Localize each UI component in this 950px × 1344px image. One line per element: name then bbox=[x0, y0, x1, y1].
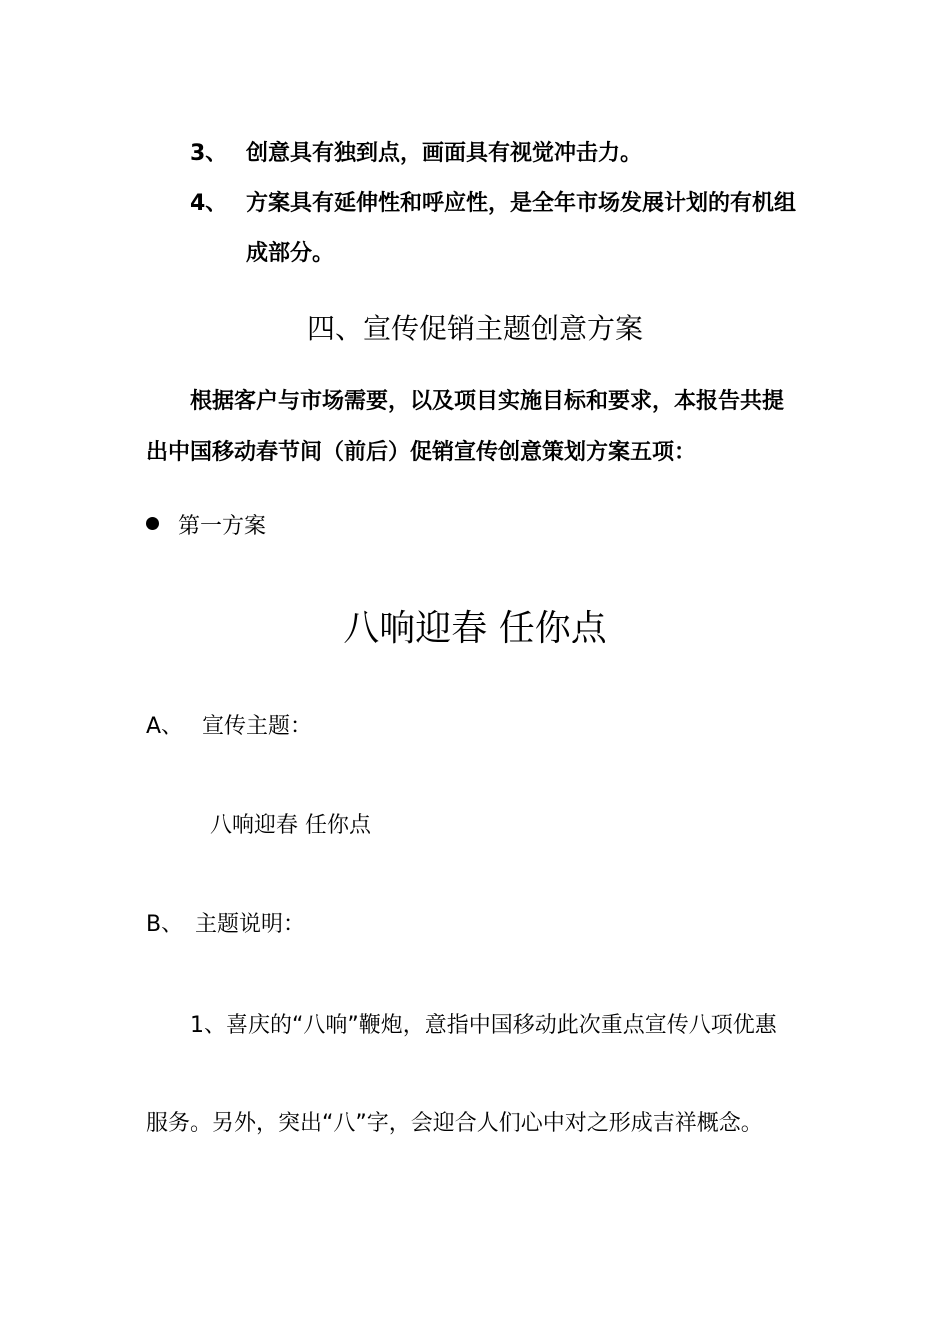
bullet-dot bbox=[146, 517, 159, 530]
part-b-para1-line2: 服务。另外，突出“八”字，会迎合人们心中对之形成吉祥概念。 bbox=[146, 1111, 763, 1136]
intro-line-2: 出中国移动春节间（前后）促销宣传创意策划方案五项： bbox=[146, 440, 697, 465]
part-a-content: 八响迎春 任你点 bbox=[210, 813, 371, 838]
section-title: 四、宣传促销主题创意方案 bbox=[306, 312, 643, 345]
part-b-heading: 主题说明： bbox=[195, 912, 306, 937]
criteria-text-4-line1: 方案具有延伸性和呼应性，是全年市场发展计划的有机组 bbox=[246, 191, 797, 216]
bullet-label: 第一方案 bbox=[178, 514, 267, 539]
part-a-label: A、 bbox=[146, 714, 184, 739]
plan-title: 八响迎春 任你点 bbox=[343, 608, 607, 649]
criteria-text-4-line2: 成部分。 bbox=[246, 241, 335, 266]
intro-line-1: 根据客户与市场需要，以及项目实施目标和要求，本报告共提 bbox=[190, 389, 785, 414]
criteria-number-3: 3、 bbox=[190, 141, 228, 166]
criteria-text-3: 创意具有独到点，画面具有视觉冲击力。 bbox=[246, 141, 643, 166]
part-b-label: B、 bbox=[146, 912, 184, 937]
criteria-number-4: 4、 bbox=[190, 191, 228, 216]
part-b-para1-line1: 1、喜庆的“八响”鞭炮，意指中国移动此次重点宣传八项优惠 bbox=[190, 1013, 777, 1038]
part-a-heading: 宣传主题： bbox=[202, 714, 313, 739]
